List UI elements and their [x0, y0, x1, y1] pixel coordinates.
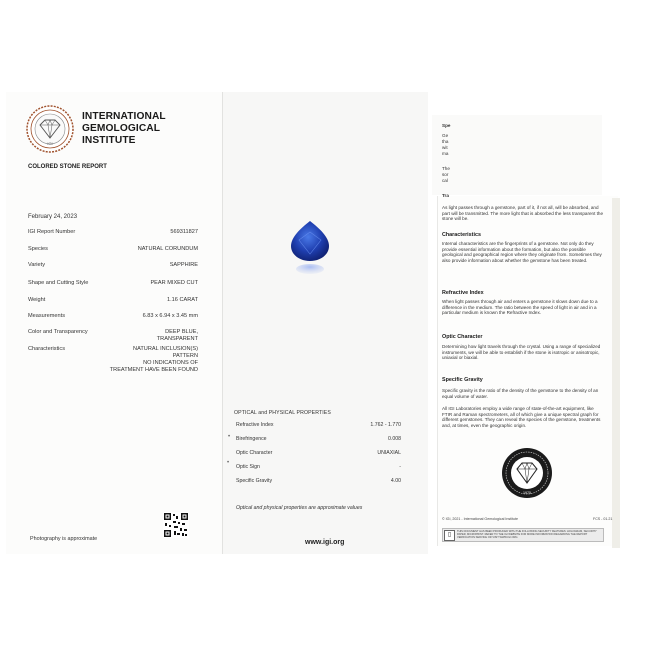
org-name — [82, 111, 166, 148]
section-heading: Optic Character — [442, 334, 483, 340]
field-label: Species — [28, 246, 48, 252]
fragment-line: The — [442, 166, 450, 171]
form-code: FCS - 01.21 — [593, 517, 613, 521]
section-text: When light passes through air and enters a gemstone it slows down due to a difference in the medium. The ratio between the speed of light in air and in a particular medium is known the Refractive Index. — [442, 299, 598, 316]
fragment-line: Ge — [442, 133, 449, 138]
seal-text: IGI — [47, 141, 53, 146]
field-value: 1.16 CARAT — [167, 297, 198, 303]
field-label: IGI Report Number — [28, 229, 76, 235]
security-strip — [442, 528, 604, 542]
report-title: COLORED STONE REPORT — [28, 164, 107, 170]
document-icon: ▯ — [444, 530, 455, 541]
sapphire-image — [289, 220, 331, 276]
report-front-panel — [6, 92, 222, 554]
fragment-line: sor — [442, 172, 449, 177]
margin-mark: • — [228, 434, 231, 440]
optical-label: Optic Sign — [236, 464, 260, 470]
qr-code[interactable] — [163, 512, 189, 538]
optical-value: - — [399, 464, 401, 470]
field-label: Variety — [28, 262, 45, 268]
field-label: Shape and Cutting Style — [28, 280, 89, 286]
section-heading: Characteristics — [442, 232, 481, 238]
optical-label: Specific Gravity — [236, 478, 273, 484]
field-value: DEEP BLUE, TRANSPARENT — [156, 329, 198, 342]
website-link[interactable]: www.igi.org — [305, 539, 345, 546]
optical-properties-title: OPTICAL and PHYSICAL PROPERTIES — [234, 410, 331, 416]
field-value: PEAR MIXED CUT — [150, 280, 198, 286]
igi-seal-icon — [501, 447, 553, 499]
field-value: NATURAL INCLUSION(S) PATTERN NO INDICATIONS OF TREATMENT HAVE BEEN FOUND — [109, 346, 198, 373]
security-text: THIS DOCUMENT HAS BEEN PRODUCED WITH THE FOLLOWING SECURITY FEATURES: HOLOGRAM, SECURITY PAPER, MICROPRINT. REFER TO THE IGI WEBSITE FOR MORE INFORMATION REGARDING THE REPORT VERIFICATION SERVICE OR VISIT WWW.IGI.ORG — [457, 530, 597, 540]
photo-disclaimer: Photography is approximate — [30, 536, 98, 542]
section-text: Specific gravity is the ratio of the density of the gemstone to the density of an equal volume of water. — [442, 388, 599, 399]
optical-label: Birefringence — [236, 436, 267, 442]
field-value: 569311827 — [170, 229, 198, 235]
fragment-line: ma — [442, 151, 449, 156]
report-middle-panel — [222, 92, 428, 554]
copyright: © IGI, 2021 - International Gemological Institute — [442, 517, 518, 521]
optical-note: Optical and physical properties are approximate values — [236, 505, 363, 511]
fragment-heading: Tra — [442, 193, 449, 198]
field-value: 6.83 x 6.94 x 3.45 mm — [142, 313, 198, 319]
field-label: Weight — [28, 297, 46, 303]
lab-equipment-text: All IGI Laboratories employ a wide range of state-of-the-art equipment, like FTIR and Raman spectrometers, all of which give a unique spectral graph for different gemstones. They can reveal the species of the gemstone, treatments and, at times, even the geographic origin. — [442, 406, 601, 428]
margin-mark: • — [227, 460, 230, 466]
field-value: SAPPHIRE — [169, 262, 198, 268]
fragment-heading: Spe — [442, 123, 451, 128]
optical-value: 1.762 - 1.770 — [370, 422, 401, 428]
field-label: Characteristics — [28, 346, 65, 352]
field-label: Measurements — [28, 313, 65, 319]
optical-value: 4.00 — [390, 478, 401, 484]
section-text: Determining how light travels through the crystal. Using a range of specialized instruments, we will be able to establish if the stone is isotropic or anisotropic, uniaxial or biaxial. — [442, 344, 601, 361]
optical-label: Refractive Index — [236, 422, 274, 428]
report-back-panel — [432, 115, 602, 195]
optical-value: UNIAXIAL — [377, 450, 401, 456]
seal-year: 1975 — [523, 491, 531, 495]
section-heading: Refractive Index — [442, 290, 484, 296]
fragment-line: cal — [442, 178, 448, 183]
field-value: NATURAL CORUNDUM — [137, 246, 198, 252]
igi-seal-icon — [26, 105, 74, 153]
fragment-line: tha — [442, 139, 449, 144]
report-date: February 24, 2023 — [28, 214, 78, 220]
optical-value: 0.008 — [388, 436, 401, 442]
section-text: Internal characteristics are the fingerprints of a gemstone. Not only do they provide essential information about the formation, but also the possible geological and geographical region where they originate from. Sometimes they also provide information about whether the gemstone has been treated. — [442, 241, 602, 263]
org-line-3: INSTITUTE — [82, 135, 136, 147]
org-line-1: INTERNATIONAL — [82, 111, 166, 122]
section-heading: Specific Gravity — [442, 377, 483, 383]
field-label: Color and Transparency — [28, 329, 88, 335]
page-edge — [612, 198, 620, 548]
optical-label: Optic Character — [236, 450, 273, 456]
org-line-2: GEMOLOGICAL — [82, 123, 161, 135]
fragment-line: wit — [442, 145, 448, 150]
intro-text: As light passes through a gemstone, part of it, if not all, will be absorbed, and part will be transmitted. The more light that is absorbed the less transparent the stone will be. — [442, 205, 604, 222]
